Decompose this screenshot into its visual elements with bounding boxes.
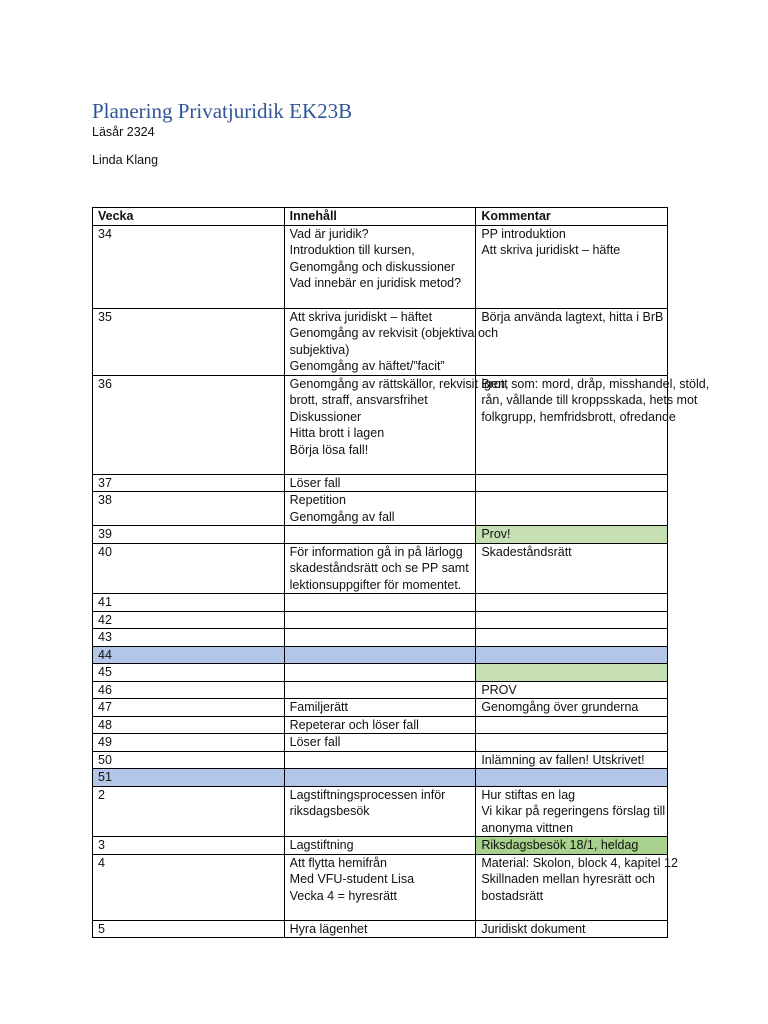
planning-table [92,207,710,938]
comment-cell [476,681,668,699]
content-line: brott, straff, ansvarsfrihet [289,393,428,407]
comment-cell [476,594,668,612]
content-cell [284,854,476,920]
comment-line: Skadeståndsrätt [481,544,572,559]
table-row [93,920,668,938]
table-row [93,474,668,492]
table-row [93,716,668,734]
content-cell [284,611,476,629]
table-row [93,837,668,855]
header-content: Innehåll [284,208,476,226]
school-year: Läsår 2324 [92,125,155,139]
content-line: Genomgång och diskussioner [289,259,456,274]
comment-cell [476,837,668,855]
comment-cell [476,474,668,492]
content-line: Introduktion till kursen, [289,243,415,257]
content-cell [284,837,476,855]
comment-line: PROV [481,682,517,697]
week-cell: 35 [93,308,285,375]
content-cell [284,225,476,308]
comment-line: Brott som: mord, dråp, misshandel, stöld, [481,376,710,391]
comment-cell [476,646,668,664]
comment-cell [476,699,668,717]
comment-cell [476,225,668,308]
comment-line: Inlämning av fallen! Utskrivet! [481,752,645,767]
content-line: Vecka 4 = hyresrätt [289,888,398,903]
content-cell [284,716,476,734]
comment-line: Riksdagsbesök 18/1, heldag [481,838,639,852]
comment-cell [476,786,668,837]
comment-cell [476,611,668,629]
table-row [93,854,668,920]
comment-line: bostadsrätt [481,888,544,903]
week-cell: 5 [93,920,285,938]
comment-cell [476,308,668,375]
comment-line: Juridiskt dokument [481,921,586,936]
comment-cell [476,734,668,752]
content-cell [284,629,476,647]
content-line: Genomgång av rekvisit (objektiva och [289,326,499,340]
comment-cell [476,543,668,594]
week-cell: 51 [93,769,285,787]
table-row [93,664,668,682]
comment-line: Prov! [481,527,511,541]
table-row [93,751,668,769]
table-row [93,526,668,544]
content-line: riksdagsbesök [289,804,370,818]
comment-line: Hur stiftas en lag [481,787,576,802]
week-cell: 4 [93,854,285,920]
table-row [93,786,668,837]
comment-line: Material: Skolon, block 4, kapitel 12 [481,855,678,870]
comment-cell [476,629,668,647]
week-cell: 2 [93,786,285,837]
content-line: Löser fall [289,475,341,490]
week-cell: 34 [93,225,285,308]
teacher-name: Linda Klang [92,153,159,167]
header-comment: Kommentar [476,208,668,226]
week-cell: 44 [93,646,285,664]
table-row [93,646,668,664]
comment-cell [476,526,668,544]
document-title: Planering Privatjuridik EK23B [92,99,353,123]
week-cell: 50 [93,751,285,769]
week-cell: 40 [93,543,285,594]
content-line: Genomgång av rättskällor, rekvisit igen, [289,376,509,391]
content-line: Repeterar och löser fall [289,717,419,732]
week-cell: 42 [93,611,285,629]
content-line: Hitta brott i lagen [289,426,385,440]
table-row [93,681,668,699]
content-cell [284,375,509,474]
comment-cell [476,375,710,474]
table-row [93,611,668,629]
comment-line: Genomgång över grunderna [481,700,639,714]
content-line: Genomgång av häftet/”facit” [289,359,445,373]
content-line: Hyra lägenhet [289,921,368,936]
week-cell: 36 [93,375,285,474]
content-line: subjektiva) [289,342,350,357]
content-cell [284,492,476,526]
content-line: Genomgång av fall [289,509,395,524]
week-cell: 39 [93,526,285,544]
content-line: Börja lösa fall! [289,442,369,457]
table-row [93,629,668,647]
content-line: Repetition [289,493,346,507]
week-cell: 43 [93,629,285,647]
table-row [93,769,668,787]
content-cell [284,681,476,699]
table-row [93,699,668,717]
content-cell [284,786,476,837]
content-line: lektionsuppgifter för momentet. [289,577,462,592]
content-cell [284,646,476,664]
table-row [93,225,668,308]
content-line: Att flytta hemifrån [289,855,387,870]
content-line: Löser fall [289,735,341,749]
comment-cell [476,854,678,920]
week-cell: 38 [93,492,285,526]
content-line: Lagstiftning [289,838,354,852]
week-cell: 49 [93,734,285,752]
content-cell [284,474,476,492]
comment-cell [476,716,668,734]
comment-line: Vi kikar på regeringens förslag till [481,804,666,818]
week-cell: 47 [93,699,285,717]
comment-line: rån, vållande till kroppsskada, hets mot [481,393,698,407]
table-header-row [93,208,668,226]
comment-cell [476,664,668,682]
content-line: skadeståndsrätt och se PP samt [289,561,469,575]
content-cell [284,543,476,594]
comment-line: Att skriva juridiskt – häfte [481,243,621,257]
content-line: Lagstiftningsprocessen inför [289,787,446,802]
comment-line: Skillnaden mellan hyresrätt och [481,872,656,886]
content-cell [284,751,476,769]
content-line: Med VFU-student Lisa [289,872,415,886]
comment-cell [476,751,668,769]
content-line: För information gå in på lärlogg [289,544,463,559]
content-cell [284,699,476,717]
week-cell: 3 [93,837,285,855]
content-line: Familjerätt [289,700,348,714]
content-line: Att skriva juridiskt – häftet [289,309,433,324]
comment-cell [476,492,668,526]
week-cell: 41 [93,594,285,612]
comment-line: Börja använda lagtext, hitta i BrB [481,309,664,324]
table-row [93,734,668,752]
content-line: Vad är juridik? [289,226,369,241]
week-cell: 46 [93,681,285,699]
table-row [93,492,668,526]
comment-cell [476,769,668,787]
content-cell [284,526,476,544]
table-row [93,308,668,375]
week-cell: 37 [93,474,285,492]
table-row [93,375,668,474]
content-cell [284,308,499,375]
table-body [93,225,710,938]
comment-cell [476,920,668,938]
week-cell: 45 [93,664,285,682]
content-cell [284,664,476,682]
content-cell [284,594,476,612]
content-cell [284,920,476,938]
header-week: Vecka [93,208,285,226]
table-row [93,594,668,612]
table-row [93,543,668,594]
content-line: Vad innebär en juridisk metod? [289,276,462,290]
comment-line: anonyma vittnen [481,820,574,835]
content-cell [284,769,476,787]
content-line: Diskussioner [289,409,362,424]
week-cell: 48 [93,716,285,734]
content-cell [284,734,476,752]
comment-line: folkgrupp, hemfridsbrott, ofredande [481,409,676,424]
comment-line: PP introduktion [481,226,566,241]
